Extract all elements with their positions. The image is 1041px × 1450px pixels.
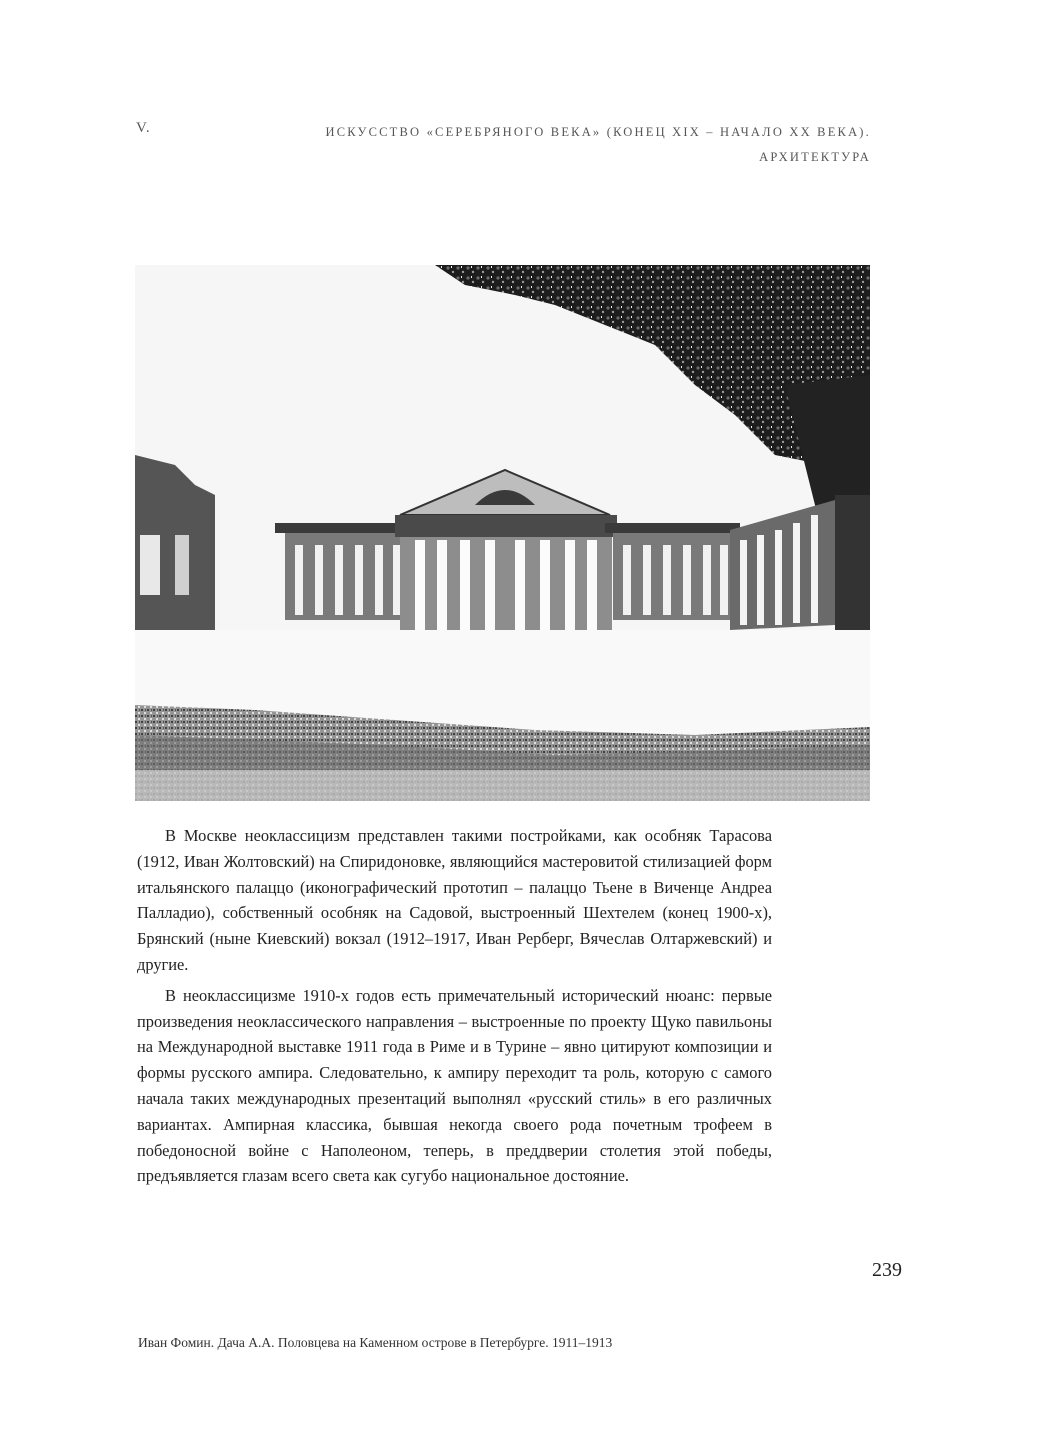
page-number: 239 <box>872 1259 902 1281</box>
paragraph-2: В неоклассицизме 1910-х годов есть примечательный исторический нюанс: первые произведения неоклассического направления – выстроенные по проекту Щуко павильоны на Международной выставке 1911 года в Риме и в Турине – явно цитируют композиции и формы русского ампира. Следовательно, к ампиру переходит та роль, которую с самого начала таких международных презентаций выполнял «русский стиль» в его различных вариантах. Ампирная классика, бывшая некогда своего рода почетным трофеем в победоносной войне с Наполеоном, теперь, в преддверии столетия этой победы, предъявляется глазам всего света как сугубо национальное достояние. <box>137 985 772 1186</box>
running-head <box>231 120 871 170</box>
running-head-line-1: ИСКУССТВО «СЕРЕБРЯНОГО ВЕКА» (КОНЕЦ XIX – НАЧАЛО XX ВЕКА). <box>325 125 871 139</box>
running-head-line-2: АРХИТЕКТУРА <box>759 150 871 164</box>
figure-caption: Иван Фомин. Дача А.А. Половцева на Каменном острове в Петербурге. 1911–1913 <box>138 1335 613 1350</box>
paragraph-1: В Москве неоклассицизм представлен такими постройками, как особняк Тарасова (1912, Иван Жолтовский) на Спиридоновке, являющийся мастеровитой стилизацией форм итальянского палаццо (иконографический прототип – палаццо Тьене в Виченце Андреа Палладио), собственный особняк на Садовой, выстроенный Шехтелем (конец 1900-х), Брянский (ныне Киевский) вокзал (1912–1917, Иван Рерберг, Вячеслав Олтаржевский) и другие. <box>137 826 772 974</box>
body-text <box>137 823 772 1189</box>
chapter-number: V. <box>136 120 151 136</box>
photo-dacha-polovtsev <box>135 265 870 801</box>
